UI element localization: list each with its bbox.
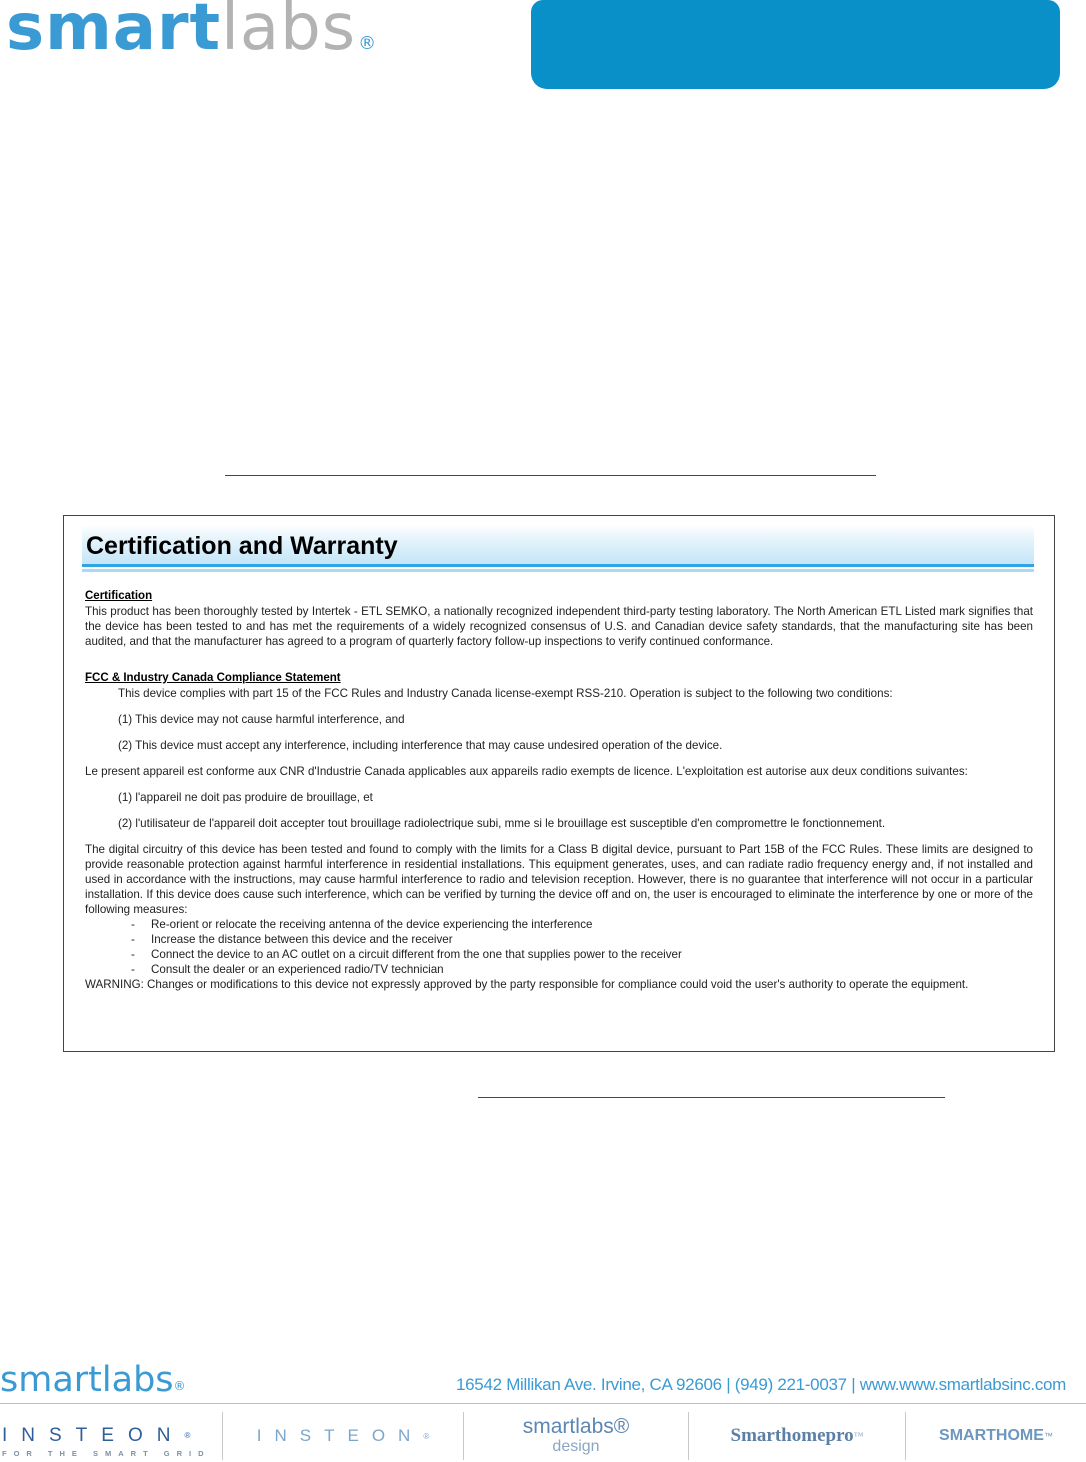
- smarthomepro-trademark: ™: [853, 1430, 864, 1442]
- insteon-grid-tagline: FOR THE SMART GRID: [2, 1448, 211, 1458]
- list-item: - Connect the device to an AC outlet on a circuit different from the one that supplies power to the receiver: [131, 947, 1033, 962]
- insteon-registered-mark: ®: [423, 1431, 430, 1441]
- smarthome-trademark: ™: [1043, 1431, 1053, 1441]
- french-condition-2: (2) l'utilisateur de l'appareil doit accepter tout brouillage radiolectrique subi, mme si le brouillage est susceptible d'en compromettre le fonctionnement.: [118, 817, 886, 830]
- insteon-smart-grid-logo: [0, 1410, 222, 1462]
- smarthome-logo: [906, 1410, 1086, 1462]
- logo-smart-text: smart: [6, 0, 222, 65]
- french-condition-1: (1) l'appareil ne doit pas produire de brouillage, et: [118, 791, 373, 804]
- divider-line-upper: [225, 475, 876, 476]
- interference-measures-list: [85, 917, 1033, 977]
- insteon-wordmark: INSTEON: [256, 1426, 424, 1445]
- footer-divider: [0, 1403, 1086, 1404]
- footer-contact-info: 16542 Millikan Ave. Irvine, CA 92606 | (949) 221-0037 | www.www.smartlabsinc.com: [456, 1375, 1067, 1394]
- french-intro: Le present appareil est conforme aux CNR d'Industrie Canada applicables aux appareils radio exempts de licence. L'exploitation est autorise aux deux conditions suivantes:: [85, 765, 968, 778]
- warning-paragraph: WARNING: Changes or modifications to this device not expressly approved by the party responsible for compliance could void the user's authority to operate the equipment.: [85, 978, 969, 991]
- smarthomepro-logo: [689, 1410, 905, 1462]
- list-item: - Increase the distance between this device and the receiver: [131, 932, 1033, 947]
- certification-paragraph: This product has been thoroughly tested by Intertek - ETL SEMKO, a nationally recognized independent third-party testing laboratory. The North American ETL Listed mark signifies that the device has been tested to and has met the requirements of a widely recognized consensus of U.S. and Canadian device safety standards, that the manufacturing site has been audited, and that the manufacturer has agreed to a program of quarterly factory follow-up inspections to verify continued conformance.: [85, 605, 1033, 648]
- fcc-intro: This device complies with part 15 of the FCC Rules and Industry Canada license-exempt RSS-210. Operation is subject to the following two conditions:: [118, 687, 893, 700]
- footer-logo-smart-text: smart: [0, 1360, 102, 1400]
- divider-line-lower: [478, 1097, 945, 1098]
- smartlabs-design-logo: [464, 1410, 688, 1462]
- smarthome-wordmark: SMARTHOME: [939, 1427, 1044, 1444]
- logo-labs-text: labs: [221, 0, 357, 65]
- certification-content: [85, 589, 1033, 992]
- certification-heading: Certification: [85, 590, 153, 602]
- certification-title: Certification and Warranty: [86, 532, 398, 560]
- list-item: - Re-orient or relocate the receiving antenna of the device experiencing the interference: [131, 917, 1033, 932]
- footer-smartlabs-logo: [0, 1358, 186, 1402]
- list-item: - Consult the dealer or an experienced radio/TV technician: [131, 962, 1033, 977]
- fcc-heading: FCC & Industry Canada Compliance Statement: [85, 672, 341, 684]
- smartlabs-design-subtitle: design: [552, 1438, 600, 1455]
- fcc-condition-2: (2) This device must accept any interference, including interference that may cause undesired operation of the device.: [118, 739, 723, 752]
- footer-logo-registered-mark: ®: [173, 1379, 186, 1393]
- digital-circuitry-paragraph: The digital circuitry of this device has been tested and found to comply with the limits for a Class B digital device, pursuant to Part 15B of the FCC Rules. These limits are designed to provide reasonable protection against harmful interference in residential installations. This equipment generates, uses, and can radiate radio frequency energy and, if not installed and used in accordance with the instructions, may cause harmful interference to radio and television reception. However, there is no guarantee that interference will not occur in a particular installation. If this device does cause such interference, which can be verified by turning the device off and on, the user is encouraged to eliminate the interference by one or more of the following measures:: [85, 843, 1033, 916]
- insteon-logo: [223, 1410, 463, 1462]
- smarthomepro-wordmark: Smarthomepro: [730, 1425, 854, 1446]
- logo-registered-mark: ®: [358, 33, 378, 54]
- insteon-grid-wordmark: INSTEON: [2, 1424, 185, 1446]
- insteon-grid-registered-mark: ®: [184, 1430, 191, 1440]
- fcc-condition-1: (1) This device may not cause harmful interference, and: [118, 713, 405, 726]
- header-banner: [531, 0, 1060, 89]
- certification-box: [63, 515, 1055, 1052]
- smartlabs-logo: [6, 0, 377, 68]
- footer-logo-labs-text: labs: [101, 1360, 174, 1400]
- certification-title-bar: [82, 525, 1034, 567]
- smartlabs-design-wordmark: smartlabs®: [522, 1415, 630, 1438]
- brand-logos-row: [0, 1410, 1086, 1462]
